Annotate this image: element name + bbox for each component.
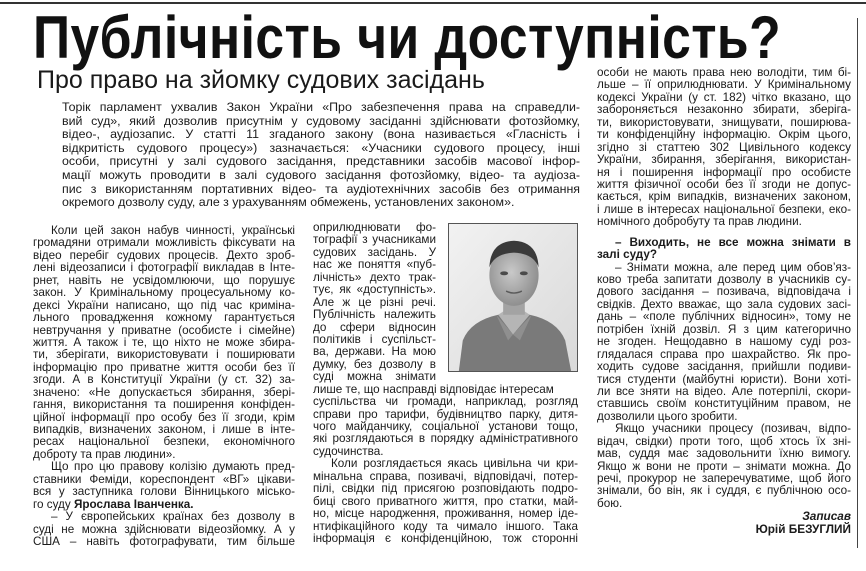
text-line: ти, використовувати, знищувати, поширюва- bbox=[597, 115, 851, 129]
text-line: пілі, свідки під присягою розповідають подро- bbox=[313, 482, 578, 496]
text-line: життя. А також і те, що ніхто не може збира- bbox=[33, 335, 295, 349]
text-line: кається, крім випадків, визначених законом, bbox=[597, 190, 851, 204]
article-lead bbox=[62, 101, 580, 210]
text-line: окремого дозволу суду, але з урахуванням обмежень, установлених законом». bbox=[62, 195, 515, 210]
text-line: відкритість судового процесу») зазначається: «Учасники судового процесу, інші bbox=[62, 140, 580, 155]
byline bbox=[597, 510, 851, 536]
text-line: Торік парламент ухвалив Закон України «Про забезпечення права на справедли- bbox=[62, 100, 580, 114]
text-line: бою. bbox=[597, 496, 623, 510]
text-line: Але ж це різні речі. bbox=[313, 295, 436, 309]
paragraph bbox=[597, 67, 851, 229]
text-line: відео перебіг судових процесів. Дехто зроб- bbox=[33, 248, 295, 262]
text-line: громадяни отримали можливість фіксувати на bbox=[33, 236, 295, 250]
paragraph bbox=[33, 461, 295, 511]
text-line: но, місце народження, проживання, номер іде- bbox=[313, 507, 578, 521]
text-line: мінальна справа, позивачі, відповідачі, потер- bbox=[313, 469, 578, 483]
text-line: гання, використання та поширення конфіден- bbox=[33, 398, 295, 412]
text-line: – Знімати можна, але перед цим обов’яз- bbox=[615, 260, 851, 274]
text-line: залі суду? bbox=[597, 248, 657, 262]
interviewee-name: Ярослава Іванченка. bbox=[73, 497, 194, 511]
paragraph bbox=[33, 511, 295, 548]
text-line: ставники Феміди, кореспондент «ВГ» цікави- bbox=[33, 472, 295, 486]
text-line: України, збирання, зберігання, використан- bbox=[597, 153, 851, 167]
text-line: суді не можна здійснювати відеозйомку. А у bbox=[33, 522, 295, 536]
text-line: політиків і суспільст- bbox=[313, 332, 436, 346]
text-line: биці свого приватного життя, про статки, май- bbox=[313, 494, 578, 508]
text-line: і лише в інтересах національної безпеки, еко- bbox=[597, 202, 851, 216]
text-line: ходить судове засідання, прийшли подиви- bbox=[597, 360, 851, 374]
text-line: лічність» дехто трак- bbox=[313, 270, 436, 284]
text-line: Якщо ж вони не проти – знімати можна. До bbox=[597, 459, 851, 473]
text-line: справи про тарифи, будівництво парку, дитя- bbox=[313, 407, 578, 421]
text-line: Коли розглядається якась цивільна чи кри- bbox=[331, 457, 578, 471]
text-line: думку, без дозволу в bbox=[313, 357, 436, 371]
text-line: рнет, навіть не усвідомлюючи, що порушує bbox=[33, 273, 295, 287]
text-line: ти, зберігати, використовувати і поширювати bbox=[33, 348, 295, 362]
paragraph bbox=[33, 225, 295, 461]
text-line: тує, як «доступність». bbox=[313, 283, 436, 297]
portrait-photo bbox=[448, 223, 578, 372]
text-line: тографії з учасниками bbox=[313, 233, 436, 247]
paragraph bbox=[597, 423, 851, 510]
text-line: до сфери відносин bbox=[313, 320, 436, 334]
text-line: льше – її оприлюднювати. У Кримінальному bbox=[597, 78, 851, 92]
text-line: потрібен їхній дозвіл. Я з цим категорично bbox=[597, 322, 851, 336]
text-line: які розглядаються в порядку адміністративного bbox=[313, 432, 578, 446]
text-segment: го суду bbox=[33, 497, 74, 511]
text-column-2 bbox=[313, 222, 578, 545]
text-column-3 bbox=[597, 67, 851, 536]
text-line: суспільства чи громади, наприклад, розгляд bbox=[313, 395, 578, 409]
text-line: – Виходить, не все можна знімати в bbox=[615, 235, 851, 249]
text-line: ційної інформації про особу без її згоди, крім bbox=[33, 410, 295, 424]
text-line: Коли цей закон набув чинності, українські bbox=[51, 224, 295, 237]
text-line: кодексі України (у ст. 182) чітко вказано, що bbox=[597, 90, 851, 104]
text-line: дексі України написано, що під час криміна- bbox=[33, 298, 295, 312]
text-line: закон. У Кримінальному процесуальному ко- bbox=[33, 286, 295, 300]
interview-question bbox=[597, 237, 851, 262]
text-line: мації можуть проводити в залі судового засідання фотозйомку, відео- та аудіоза- bbox=[62, 167, 580, 182]
text-line: ва, держави. На мою bbox=[313, 345, 436, 359]
text-line: ресах національної безпеки, економічного bbox=[33, 435, 295, 449]
text-line: мав, суддя має задовольнити їхню вимогу. bbox=[597, 447, 851, 461]
text-line: судочинства. bbox=[313, 444, 384, 458]
text-line: інформацію про приватне життя особи без її bbox=[33, 360, 295, 374]
text-line: ставшись своїм конституційним правом, не bbox=[597, 397, 851, 411]
text-line: льного провадження кожному гарантується bbox=[33, 311, 295, 325]
text-line: забороняється незаконно збирати, зберіга- bbox=[597, 103, 851, 117]
text-line: ня і поширення інформації про особисте bbox=[597, 165, 851, 179]
text-line: чого майданчику, соціальної установи тощо, bbox=[313, 420, 578, 433]
text-line: ти конфіденційну інформацію. Окрім цього, bbox=[597, 128, 851, 142]
text-line: нас же поняття «пуб- bbox=[313, 258, 436, 272]
text-line: США – навіть фотографувати, тим більше bbox=[33, 534, 295, 548]
text-line: – У європейських країнах без дозволу в bbox=[51, 510, 295, 524]
text-line: ли все зняти на відео. Але потерпілі, скори- bbox=[597, 384, 851, 398]
text-line: лише те, що насправді відповідає інтересам bbox=[313, 382, 554, 396]
text-line: лені відеозаписи і фотографії викладав в Інте- bbox=[33, 261, 295, 275]
text-column-1 bbox=[33, 225, 295, 548]
text-line: випадків, визначених законом, і лише в інте- bbox=[33, 423, 295, 436]
text-line: дового засідання – позивача, відповідача і bbox=[597, 285, 851, 299]
text-line: Що про цю правову колізію думають пред- bbox=[51, 460, 295, 474]
paragraph bbox=[597, 262, 851, 424]
text-line: вий суд», який дозволив присутнім у судовому засіданні здійснювати фотозйомку, bbox=[62, 113, 580, 128]
text-line: відач, свідки) проти того, щоб хтось їх зні- bbox=[597, 434, 851, 448]
paragraph bbox=[313, 458, 578, 545]
text-line: відео-, аудіозапис. У статті 11 згаданого закону (вона називається «Гласність і bbox=[62, 127, 580, 142]
text-line: не згоден. Нещодавно в нашому суді роз- bbox=[597, 335, 851, 349]
text-line: невтручання у приватне (особисте і сімейне) bbox=[33, 323, 295, 337]
photo-container bbox=[436, 222, 578, 384]
text-line: номічного добробуту та прав людини. bbox=[597, 215, 802, 229]
byline-author: Юрій БЕЗУГЛИЙ bbox=[755, 522, 851, 537]
text-line: Якщо учасники процесу (позивач, відпо- bbox=[615, 422, 851, 436]
text-line: пис з використанням портативних відео- та аудіотехнічних засобів без отримання bbox=[62, 181, 580, 196]
article-subtitle: Про право на зйомку судових засідань bbox=[37, 66, 485, 94]
text-line: значено: «Не допускається збирання, зберi- bbox=[33, 385, 295, 399]
text-line: судових засідань. У bbox=[313, 245, 436, 259]
column-divider-rule bbox=[857, 18, 858, 548]
text-line: нтифікаційного коду та чимало іншого. Така bbox=[313, 519, 578, 533]
text-line: знімали, бо він, як і суддя, є публічною осо- bbox=[597, 484, 851, 498]
text-line: дань – «поле публічних відносин», тому не bbox=[597, 310, 851, 324]
text-line: особи, присутні у залі судового засідання, представники засобів масової інфор- bbox=[62, 154, 580, 169]
text-line: оприлюднювати фо- bbox=[313, 221, 436, 234]
text-line: глядалася справа про шахрайство. Як про- bbox=[597, 347, 851, 361]
text-line: інформація є конфіденційною, тож сторонні bbox=[313, 531, 578, 545]
text-line: доброту та прав людини». bbox=[33, 447, 176, 461]
text-line: згідно зі статтею 302 Цивільного кодексу bbox=[597, 140, 851, 154]
text-line: ково треба запитати дозволу в учасників су- bbox=[597, 273, 851, 286]
text-line: суді можна знімати bbox=[313, 370, 436, 384]
article-title: Публічність чи доступність? bbox=[33, 4, 782, 71]
text-line: Публічність належить bbox=[313, 308, 436, 322]
text-line: особи не мають права нею володіти, тим бі- bbox=[597, 66, 851, 79]
text-line: згоди. А в Конституції України (у ст. 32) за- bbox=[33, 373, 295, 387]
text-line: вся у заступника голови Вінницького місько- bbox=[33, 485, 295, 499]
text-line: життя фізичної особи без її згоди не допус- bbox=[597, 177, 851, 191]
text-line: тися студенти (майбутні юристи). Вони хоті- bbox=[597, 372, 851, 386]
text-line: дозволили цього зробити. bbox=[597, 409, 738, 423]
byline-role: Записав bbox=[802, 509, 851, 524]
text-line: свідків. Дехто вважає, що зала судових засі- bbox=[597, 297, 851, 311]
text-line: речі, прокурор не заперечуватиме, щоб його bbox=[597, 472, 851, 485]
